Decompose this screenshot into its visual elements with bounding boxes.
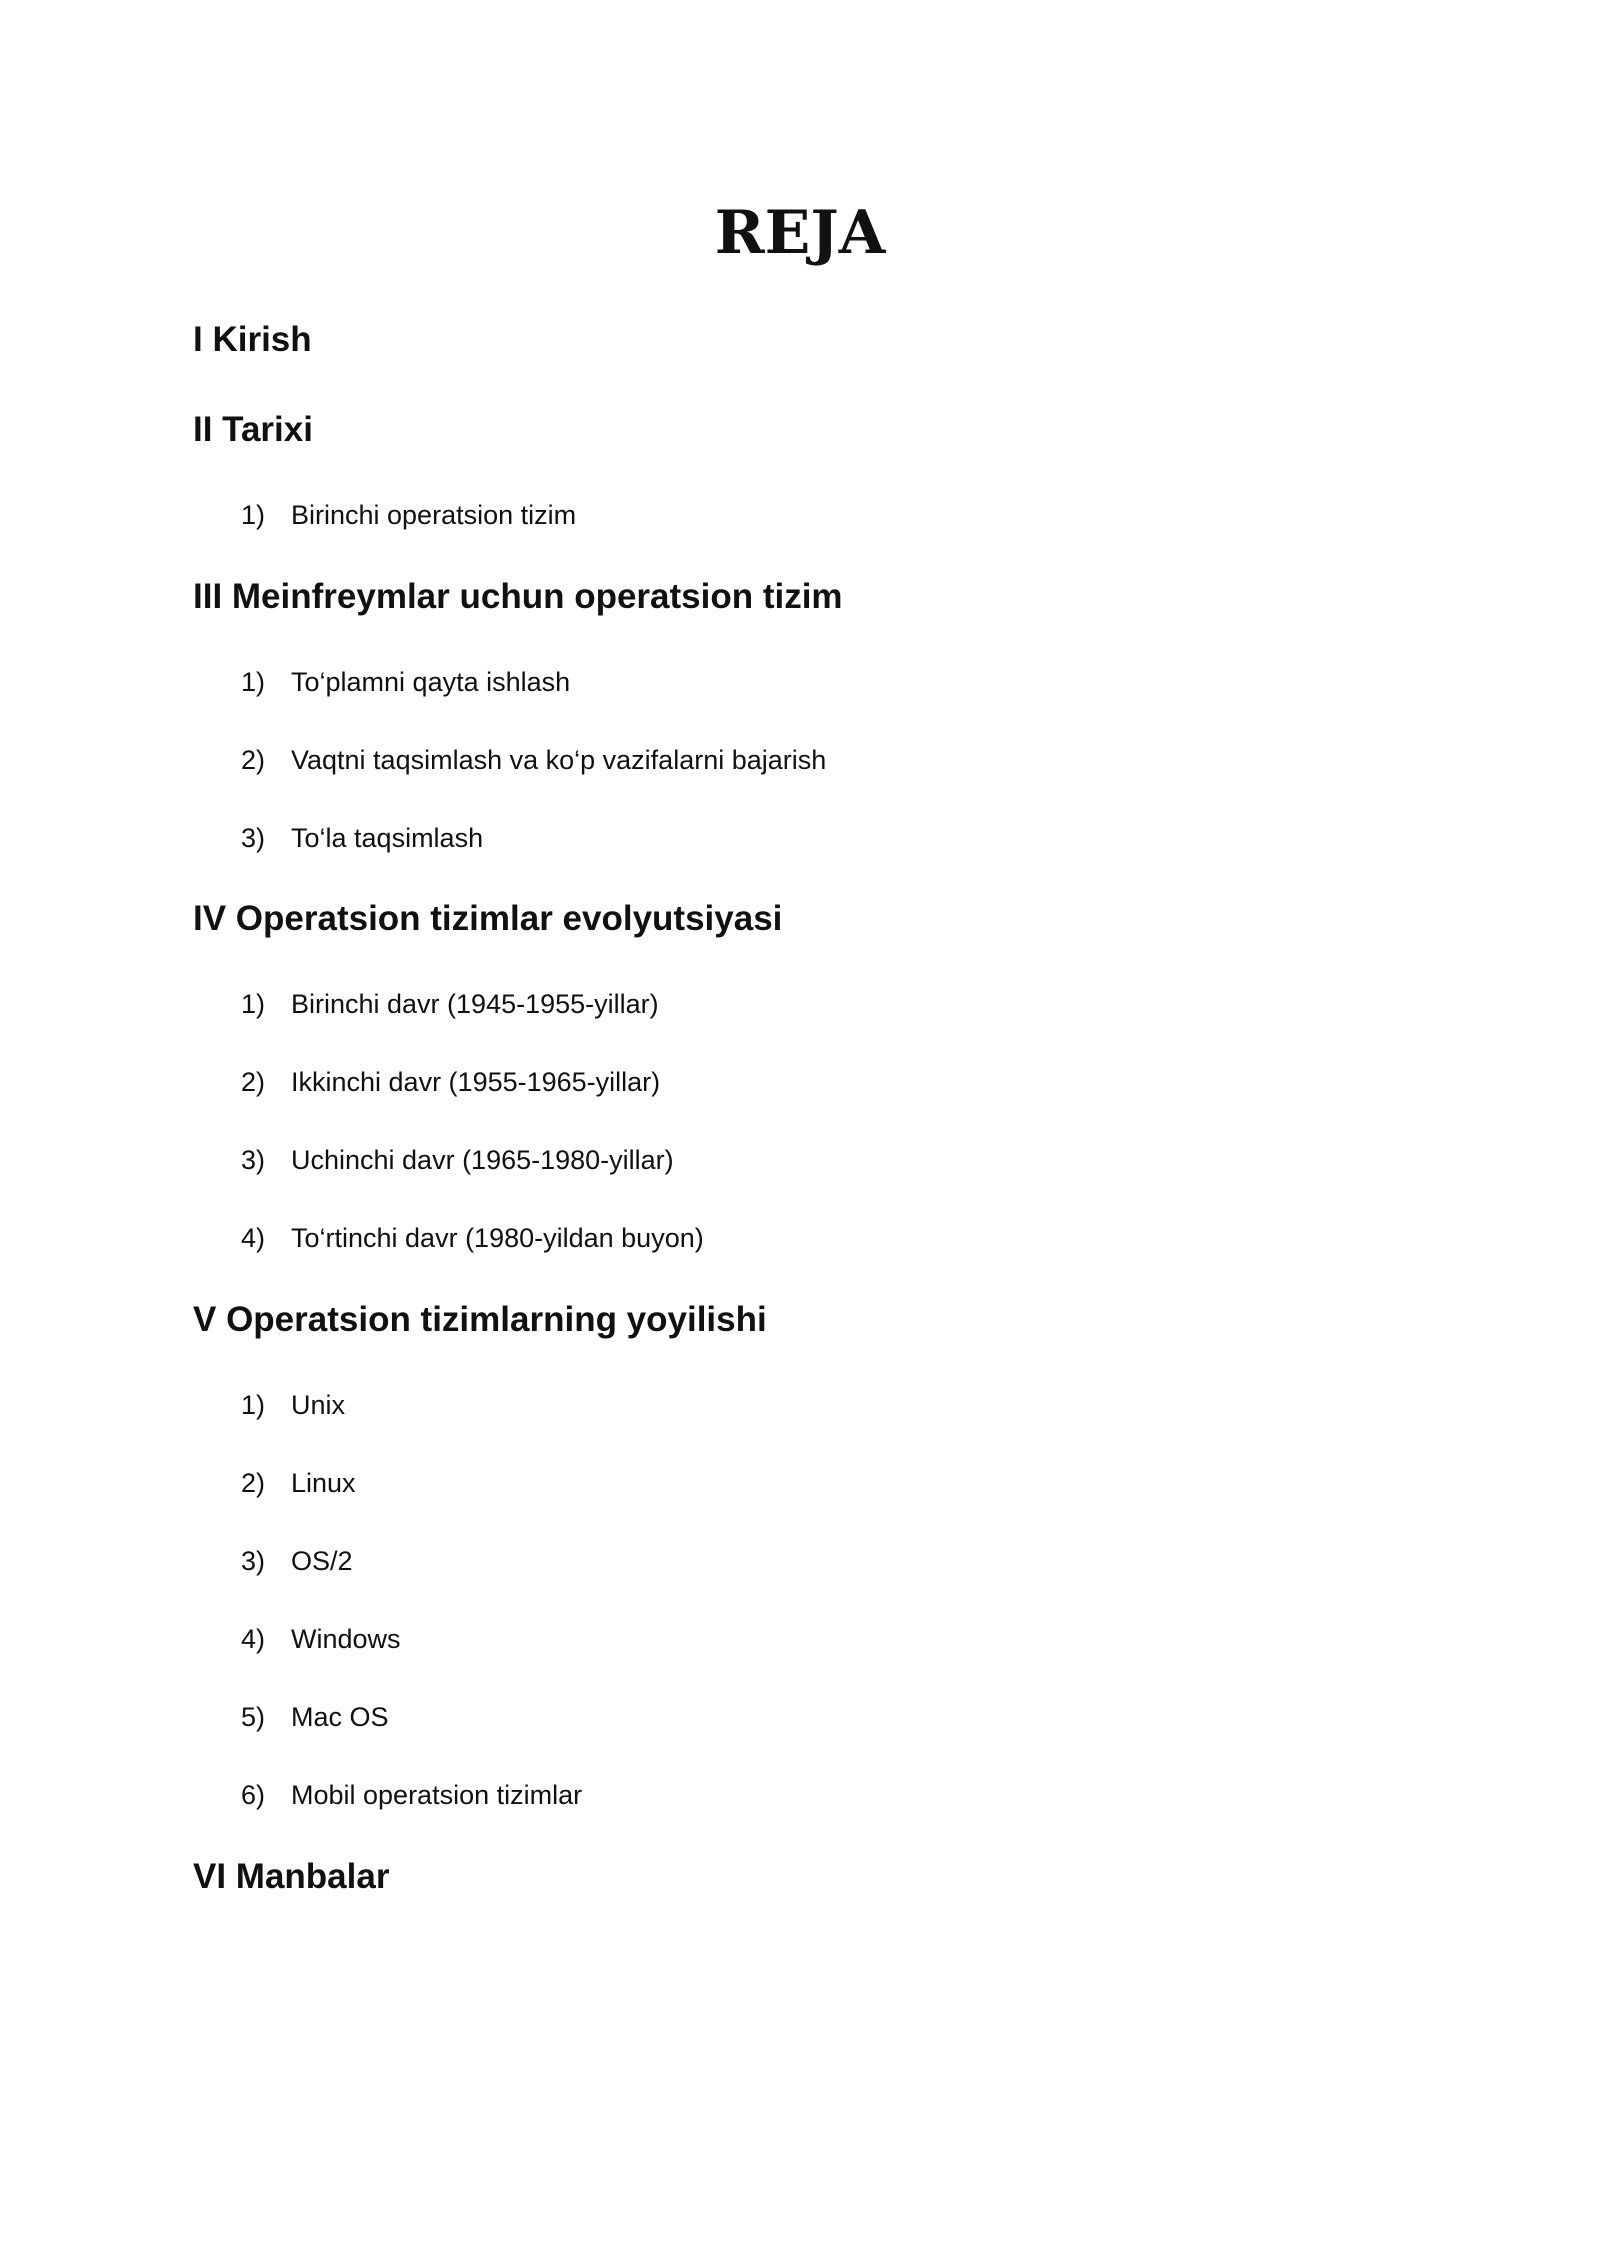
list-item xyxy=(241,664,570,700)
list-item-number: 1) xyxy=(241,1390,266,1420)
list-item-number: 6) xyxy=(241,1780,266,1810)
list-item xyxy=(241,742,826,778)
list-item-number: 5) xyxy=(241,1702,266,1732)
section-heading-evolyutsiyasi: IV Operatsion tizimlar evolyutsiyasi xyxy=(193,899,783,938)
list-item xyxy=(241,1621,401,1657)
list-item-number: 3) xyxy=(241,823,266,853)
list-item-number: 2) xyxy=(241,1468,266,1498)
list-item-number: 2) xyxy=(241,745,266,775)
list-item-text: Mobil operatsion tizimlar xyxy=(291,1780,583,1810)
list-item-text: Mac OS xyxy=(291,1702,389,1732)
list-item xyxy=(241,986,659,1022)
section-heading-kirish: I Kirish xyxy=(193,320,312,359)
list-item-text: To‘plamni qayta ishlash xyxy=(291,667,571,697)
page-title: REJA xyxy=(714,198,886,268)
list-item xyxy=(241,820,483,856)
list-item xyxy=(241,1064,660,1100)
list-item xyxy=(241,1543,353,1579)
list-item-text: Unix xyxy=(291,1390,346,1420)
list-item-number: 4) xyxy=(241,1223,266,1253)
list-item-number: 4) xyxy=(241,1624,266,1654)
list-item-number: 3) xyxy=(241,1546,266,1576)
list-item-text: Vaqtni taqsimlash va ko‘p vazifalarni bajarish xyxy=(291,745,827,775)
list-item xyxy=(241,1220,704,1256)
list-item-text: Windows xyxy=(291,1624,401,1654)
list-item xyxy=(241,1777,582,1813)
list-item-text: To‘la taqsimlash xyxy=(291,823,484,853)
list-item-text: Ikkinchi davr (1955-1965-yillar) xyxy=(291,1067,661,1097)
list-item xyxy=(241,1387,345,1423)
list-item-text: Linux xyxy=(291,1468,356,1498)
section-heading-tarixi: II Tarixi xyxy=(193,410,313,449)
list-item xyxy=(241,1699,389,1735)
list-item-text: OS/2 xyxy=(291,1546,353,1576)
list-item-number: 1) xyxy=(241,500,266,530)
list-item-number: 2) xyxy=(241,1067,266,1097)
list-item-text: Birinchi davr (1945-1955-yillar) xyxy=(291,989,659,1019)
list-item xyxy=(241,1142,674,1178)
list-item xyxy=(241,497,576,533)
list-item-number: 3) xyxy=(241,1145,266,1175)
section-heading-yoyilishi: V Operatsion tizimlarning yoyilishi xyxy=(193,1300,767,1339)
section-heading-meinfreymlar: III Meinfreymlar uchun operatsion tizim xyxy=(193,577,843,616)
list-item-text: Uchinchi davr (1965-1980-yillar) xyxy=(291,1145,674,1175)
list-item-number: 1) xyxy=(241,989,266,1019)
section-heading-manbalar: VI Manbalar xyxy=(193,1857,390,1896)
list-item-text: To‘rtinchi davr (1980-yildan buyon) xyxy=(291,1223,704,1253)
list-item-text: Birinchi operatsion tizim xyxy=(291,500,577,530)
list-item xyxy=(241,1465,356,1501)
list-item-number: 1) xyxy=(241,667,266,697)
